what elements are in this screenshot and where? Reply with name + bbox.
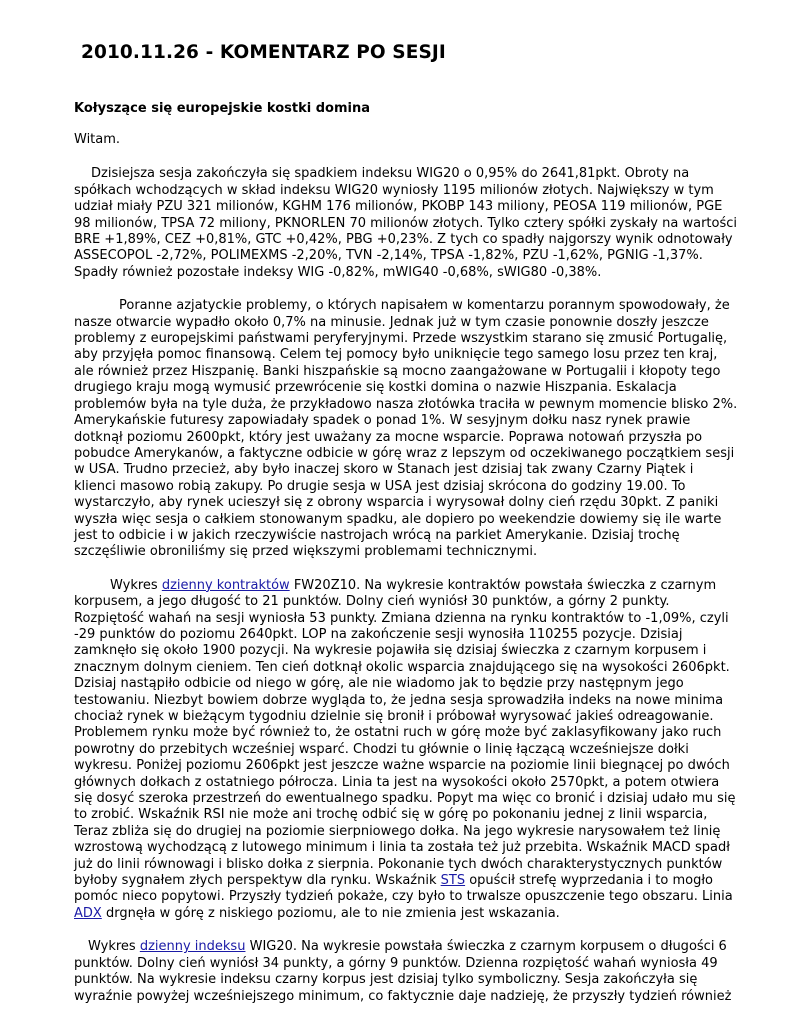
text-segment: WIG20. Na wykresie powstała świeczka z czarnym korpusem o długości 6 punktów. Dolny cień wyniósł 34 punkty, a górny 9 punktów. Dzienna rozpiętość wahań wyniosła 49 punktów. Na wykresie indeksu czarny korpus jest dzisiaj tylko symboliczny. Sesja zakończyła się wyraźnie powyżej wcześniejszego minimum, co faktycznie daje nadzieję, że przyszły tydzień również <box>74 939 732 1004</box>
paragraph-futures-chart <box>74 578 738 923</box>
link-futures-daily-chart[interactable]: dzienny kontraktów <box>161 577 290 593</box>
link-sts[interactable]: STS <box>440 873 466 889</box>
paragraph-session-summary: Dzisiejsza sesja zakończyła się spadkiem indeksu WIG20 o 0,95% do 2641,81pkt. Obroty na spółkach wchodzących w skład indeksu WIG20 wyniosły 1195 milionów złotych. Największy w tym udział miały PZU 321 milionów, KGHM 176 milionów, PKOBP 143 miliony, PEOSA 119 milionów, PGE 98 milionów, TPSA 72 miliony, PKNORLEN 70 milionów złotych. Tylko cztery spółki zyskały na wartości BRE +1,89%, CEZ +0,81%, GTC +0,42%, PBG +0,23%. Z tych co spadły najgorszy wynik odnotowały ASSECOPOL -2,72%, POLIMEXMS -2,20%, TVN -2,14%, TPSA -1,82%, PZU -1,62%, PGNIG -1,37%. Spadły również pozostałe indeksy WIG -0,82%, mWIG40 -0,68%, sWIG80 -0,38%. <box>74 166 737 280</box>
paragraph-market-commentary: Poranne azjatyckie problemy, o których napisałem w komentarzu porannym spowodowały, że nasze otwarcie wypadło około 0,7% na minusie. Jednak już w tym czasie ponownie doszły jeszcze problemy z europejskimi państwami peryferyjnymi. Przede wszystkim starano się zmusić Portugalię, aby przyjęła pomoc finansową. Celem tej pomocy było uniknięcie tego samego losu przez ten kraj, ale również przez Hiszpanię. Banki hiszpańskie są mocno zaangażowane w Portugalii i kłopoty tego drugiego kraju mogą wymusić przewrócenie się kostki domina o nazwie Hiszpania. Eskalacja problemów była na tyle duża, że przykładowo nasza złotówka traciła w pewnym momencie blisko 2%. Amerykańskie futuresy zapowiadały spadek o ponad 1%. W sesyjnym dołku nasz rynek prawie dotknął poziomu 2600pkt, który jest uważany za mocne wsparcie. Poprawa notowań przyszła po pobudce Amerykanów, a faktyczne odbicie w górę wraz z lepszym od oczekiwanego początkiem sesji w USA. Trudno przecież, aby było inaczej skoro w Stanach jest dzisiaj tak zwany Czarny Piątek i klienci masowo robią zakupy. Po drugie sesja w USA jest dzisiaj skrócona do godziny 19.00. To wystarczyło, aby rynek ucieszył się z obrony wsparcia i wyrysował dolny cień rzędu 30pkt. Z paniki wyszła więc sesja o całkiem stonowanym spadku, ale dopiero po weekendzie dowiemy się ile warte jest to odbicie i w jakich rzeczywiście nastrojach wrócą na parkiet Amerykanie. Dzisiaj trochę szczęśliwie obroniliśmy się przed większymi problemami technicznymi. <box>74 298 738 560</box>
article-subtitle: Kołyszące się europejskie kostki domina <box>74 101 370 116</box>
text-segment: opuścił strefę wyprzedania i to mogło pomóc nieco popytowi. Przyszły tydzień pokaże, czy było to trwalsze opuszczenie tego obszaru. Linia <box>74 873 733 905</box>
greeting: Witam. <box>74 132 121 147</box>
link-adx[interactable]: ADX <box>74 905 102 921</box>
paragraph-index-chart <box>74 939 738 1005</box>
article <box>74 40 738 1005</box>
text-segment: Wykres <box>110 577 162 593</box>
link-index-daily-chart[interactable]: dzienny indeksu <box>139 939 246 955</box>
text-segment: FW20Z10. Na wykresie kontraktów powstała świeczka z czarnym korpusem, a jego długość to 21 punktów. Dolny cień wyniósł 30 punktów, a górny 2 punkty. Rozpiętość wahań na sesji wyniosła 53 punkty. Zmiana dzienna na rynku kontraktów to -1,09%, czyli -29 punktów do poziomu 2640pkt. LOP na zakończenie sesji wynosiła 110255 pozycje. Dzisiaj zamknęło się około 1900 pozycji. Na wykresie pojawiła się dzisiaj świeczka z czarnym korpusem i znacznym dolnym cieniem. Ten cień dotknął okolic wsparcia znajdującego się na wysokości 2606pkt. Dzisiaj nastąpiło odbicie od niego w górę, ale nie wiadomo jak to będzie przy następnym jego testowaniu. Niezbyt bowiem dobrze wygląda to, że jedna sesja sprowadziła indeks na nowe minima chociaż rynek w bieżącym tygodniu dzielnie się bronił i próbował wyrysować jakieś odreagowanie. Problemem rynku może być również to, że ostatni ruch w górę może być zaklasyfikowany jako ruch powrotny do przebitych wcześniej wsparć. Chodzi tu głównie o linię łączącą wcześniejsze dołki wykresu. Poniżej poziomu 2606pkt jest jeszcze ważne wsparcie na poziomie linii biegnącej po dwóch głównych dołkach z ostatniego półrocza. Linia ta jest na wysokości około 2570pkt, a potem otwiera się dosyć szeroka przestrzeń do ewentualnego spadku. Popyt ma więc co bronić i dzisiaj udało mu się to zrobić. Wskaźnik RSI nie może ani trochę odbić się w górę po pokonaniu jednej z linii wsparcia, Teraz zbliża się do drugiej na poziomie sierpniowego dołka. Na jego wykresie narysowałem też linię wzrostową wychodzącą z lutowego minimum i linia ta została też już przebita. Wskaźnik MACD spadł już do linii równowagi i blisko dołka z sierpnia. Pokonanie tych dwóch charakterystycznych punktów byłoby sygnałem złych perspektyw dla rynku. Wskaźnik <box>74 577 736 889</box>
text-segment: Wykres <box>88 939 140 955</box>
text-segment: drgnęła w górę z niskiego poziomu, ale to nie zmienia jest wskazania. <box>101 905 560 921</box>
page-title: 2010.11.26 - KOMENTARZ PO SESJI <box>81 42 446 63</box>
